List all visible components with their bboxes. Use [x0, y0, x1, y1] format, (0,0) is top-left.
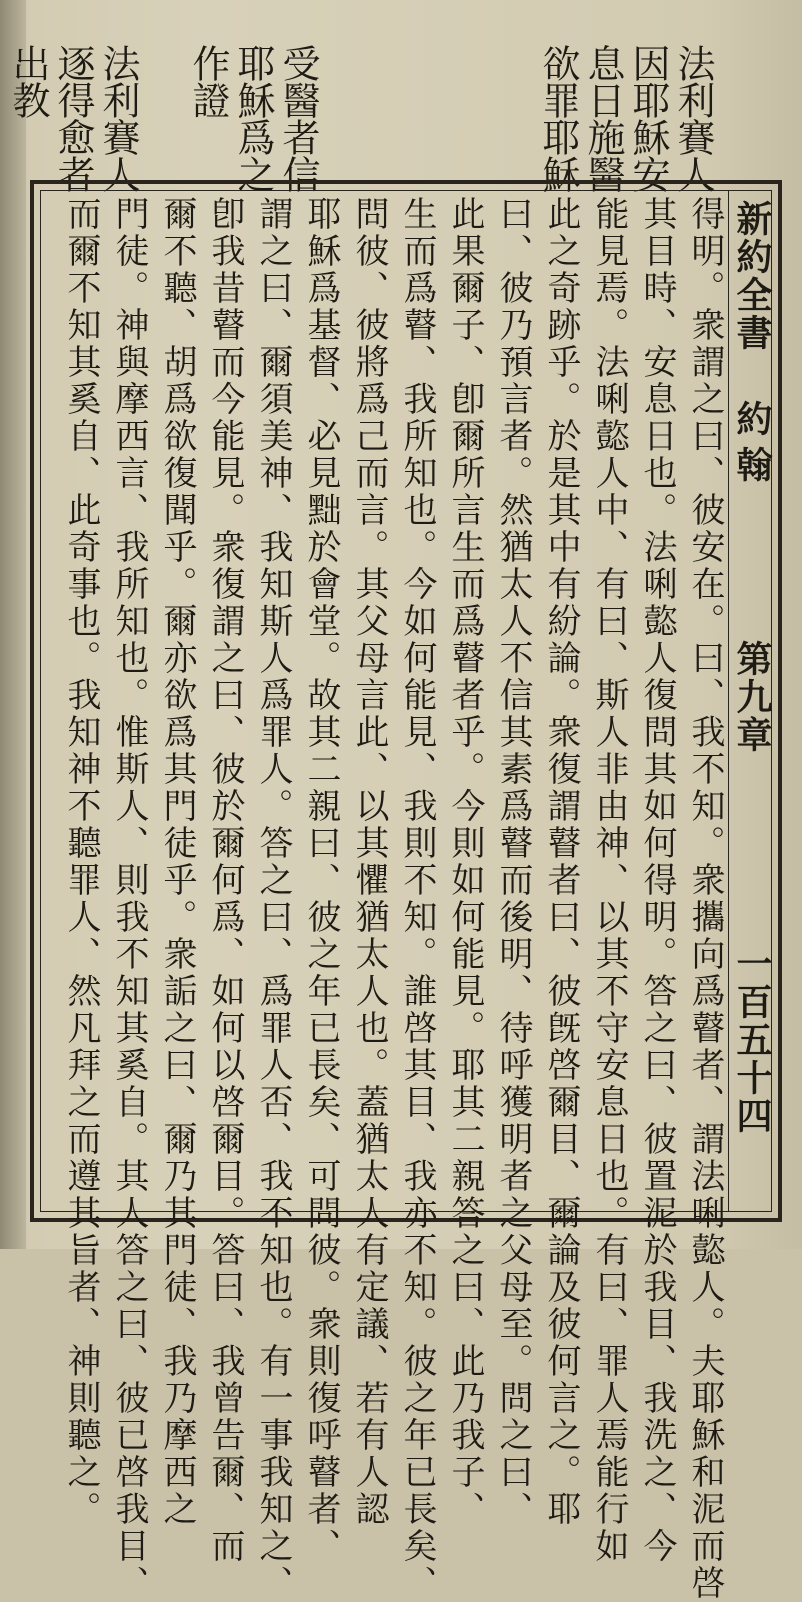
headnote-left-col2: 逐得愈者 [51, 44, 95, 192]
book-spine [0, 0, 26, 1249]
text-column-7: 生而爲瞽、我所知也。今如何能見、我則不知。誰啓其目、我亦不知。彼之年已長矣、 [397, 196, 437, 1602]
text-column-4: 此之奇跡乎。於是其中有紛論。衆復謂瞽者曰、彼旣啓爾目、爾論及彼何言之。耶 [541, 196, 581, 1528]
text-column-13: 門徒。神與摩西言、我所知也。惟斯人、則我不知其奚自。其人答之曰、彼已啓我目、 [109, 196, 149, 1602]
text-column-5: 曰、彼乃預言者。然猶太人不信其素爲瞽而後明、待呼獲明者之父母至。問之曰、 [493, 196, 533, 1528]
headnote-mid-col1: 受醫者信 [276, 44, 320, 192]
book-title: 新約全書 [731, 200, 773, 352]
chapter-label: 第九章 [731, 640, 773, 754]
text-column-3: 能見焉。法唎㦤人中、有曰、斯人非由神、以其不守安息日也。有曰、罪人焉能行如 [589, 196, 629, 1565]
text-column-9: 耶穌爲基督、必見黜於會堂。故其二親曰、彼之年已長矣、可問彼。衆則復呼瞽者、 [301, 196, 341, 1565]
text-column-11: 卽我昔瞽而今能見。衆復謂之曰、彼於爾何爲、如何以啓爾目。答曰、我曾告爾、而 [205, 196, 245, 1565]
text-column-2: 其目時、安息日也。法唎㦤人復問其如何得明。答之曰、彼置泥於我目、我洗之、今 [637, 196, 677, 1565]
headnote-mid-col2: 耶穌爲之 [231, 44, 275, 192]
headnote-right-col4: 欲罪耶穌 [536, 44, 580, 192]
text-column-12: 爾不聽、胡爲欲復聞乎。爾亦欲爲其門徒乎。衆詬之曰、爾乃其門徒、我乃摩西之 [157, 196, 197, 1528]
page-number: 一百五十四 [731, 945, 773, 1135]
text-column-14: 而爾不知其奚自、此奇事也。我知神不聽罪人、然凡拜之而遵其旨者、神則聽之。 [61, 196, 101, 1528]
text-column-1: 得明。衆謂之曰、彼安在。曰、我不知。衆攜向爲瞽者、謂法唎㦤人。夫耶穌和泥而啓 [685, 196, 725, 1602]
text-column-6: 此果爾子、卽爾所言生而爲瞽者乎。今則如何能見。耶其二親答之曰、此乃我子、 [445, 196, 485, 1528]
text-column-8: 問彼、彼將爲己而言。其父母言此、以其懼猶太人也。蓋猶太人有定議、若有人認 [349, 196, 389, 1528]
headnote-left-col3: 出教 [6, 44, 50, 118]
text-column-10: 謂之曰、爾須美神、我知斯人爲罪人。答之曰、爲罪人否、我不知也。有一事我知之、 [253, 196, 293, 1602]
headnote-mid-col3: 作證 [186, 44, 230, 118]
headnote-right-col1: 法利賽人 [671, 44, 715, 192]
headnote-left-col1: 法利賽人 [96, 44, 140, 192]
headnote-right-col3: 息日施醫 [581, 44, 625, 192]
gospel-name: 約翰 [731, 400, 773, 492]
headnote-right-col2: 因耶穌安 [626, 44, 670, 192]
